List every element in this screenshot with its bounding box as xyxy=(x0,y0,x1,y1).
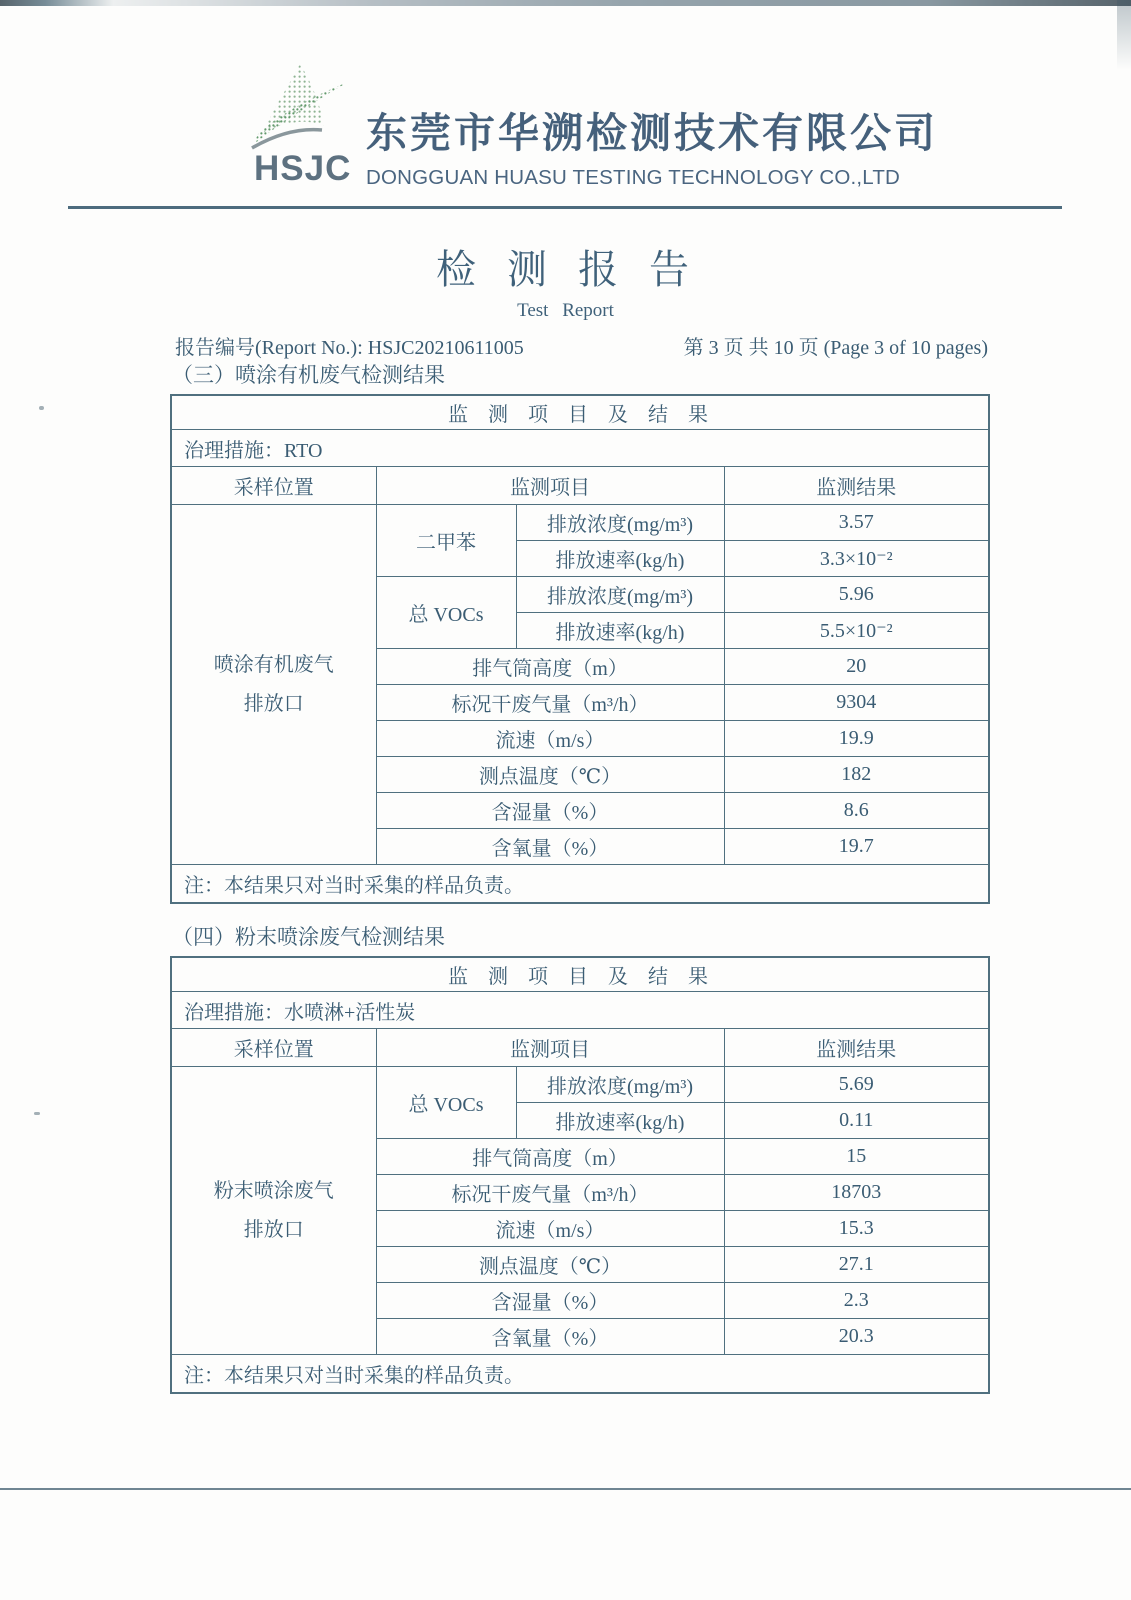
param-value: 3.57 xyxy=(724,505,989,541)
param-name: 含氧量（%） xyxy=(376,1319,724,1355)
param-name: 含湿量（%） xyxy=(376,793,724,829)
company-name-en: DONGGUAN HUASU TESTING TECHNOLOGY CO.,LTD xyxy=(366,166,901,189)
param-value: 2.3 xyxy=(724,1283,989,1319)
param-value: 15 xyxy=(724,1139,989,1175)
section-heading: （三）喷涂有机废气检测结果 xyxy=(172,363,445,387)
report-number: 报告编号(Report No.): HSJC20210611005 xyxy=(175,337,524,359)
sampling-position-line2: 排放口 xyxy=(243,1218,304,1241)
page-footer-rule xyxy=(0,1488,1131,1490)
param-name: 排放速率(kg/h) xyxy=(516,541,724,577)
treatment-measure: 治理措施：水喷淋+活性炭 xyxy=(171,992,989,1029)
param-value: 9304 xyxy=(724,685,989,721)
param-name: 测点温度（℃） xyxy=(376,1247,724,1283)
page-number: 第 3 页 共 10 页 (Page 3 of 10 pages) xyxy=(683,337,988,359)
section-powder-coating-waste-gas xyxy=(170,921,988,1394)
param-value: 15.3 xyxy=(724,1211,989,1247)
param-value: 8.6 xyxy=(724,793,989,829)
param-value: 3.3×10⁻² xyxy=(724,541,989,577)
results-table-1 xyxy=(170,394,990,904)
report-title-cn: 检 测 报 告 xyxy=(436,247,695,292)
param-name: 排放速率(kg/h) xyxy=(516,1103,724,1139)
column-header-result: 监测结果 xyxy=(724,467,989,505)
param-name: 流速（m/s） xyxy=(376,721,724,757)
report-title-en: Test Report xyxy=(517,300,614,321)
section-spray-organic-waste-gas xyxy=(170,359,988,904)
table-title: 监 测 项 目 及 结 果 xyxy=(171,395,989,430)
pollutant-name: 总 VOCs xyxy=(376,577,516,649)
table-note: 注：本结果只对当时采集的样品负责。 xyxy=(171,1355,989,1394)
param-value: 5.69 xyxy=(724,1067,989,1103)
scan-edge-artifact xyxy=(0,0,1131,6)
param-value: 27.1 xyxy=(724,1247,989,1283)
logo-text: HSJC xyxy=(254,149,352,188)
scan-speck xyxy=(34,1112,40,1115)
param-value: 19.9 xyxy=(724,721,989,757)
table-title: 监 测 项 目 及 结 果 xyxy=(171,957,989,992)
table-note: 注：本结果只对当时采集的样品负责。 xyxy=(171,865,989,904)
param-name: 排放浓度(mg/m³) xyxy=(516,577,724,613)
sampling-position-line2: 排放口 xyxy=(243,692,304,715)
param-value: 182 xyxy=(724,757,989,793)
param-name: 含氧量（%） xyxy=(376,829,724,865)
column-header-position: 采样位置 xyxy=(171,467,376,505)
scan-speck xyxy=(39,406,44,410)
sampling-position-cell xyxy=(171,1067,376,1355)
sampling-position-line1: 喷涂有机废气 xyxy=(213,653,334,676)
param-name: 排气筒高度（m） xyxy=(376,649,724,685)
company-name-block xyxy=(366,100,938,190)
column-header-item: 监测项目 xyxy=(376,1029,724,1067)
param-value: 20.3 xyxy=(724,1319,989,1355)
results-table-2 xyxy=(170,956,990,1394)
param-value: 20 xyxy=(724,649,989,685)
param-name: 标况干废气量（m³/h） xyxy=(376,1175,724,1211)
column-header-result: 监测结果 xyxy=(724,1029,989,1067)
column-header-item: 监测项目 xyxy=(376,467,724,505)
section-heading: （四）粉末喷涂废气检测结果 xyxy=(172,925,445,949)
letterhead-divider xyxy=(68,206,1062,209)
param-value: 5.96 xyxy=(724,577,989,613)
param-name: 测点温度（℃） xyxy=(376,757,724,793)
scan-corner-artifact xyxy=(1117,0,1131,70)
param-name: 含湿量（%） xyxy=(376,1283,724,1319)
param-name: 排放浓度(mg/m³) xyxy=(516,505,724,541)
pollutant-name: 总 VOCs xyxy=(376,1067,516,1139)
pollutant-name: 二甲苯 xyxy=(376,505,516,577)
param-name: 排气筒高度（m） xyxy=(376,1139,724,1175)
param-name: 排放速率(kg/h) xyxy=(516,613,724,649)
sampling-position-cell xyxy=(171,505,376,865)
treatment-measure: 治理措施：RTO xyxy=(171,430,989,467)
param-name: 排放浓度(mg/m³) xyxy=(516,1067,724,1103)
param-value: 19.7 xyxy=(724,829,989,865)
company-name-cn: 东莞市华溯检测技术有限公司 xyxy=(366,110,938,156)
param-value: 18703 xyxy=(724,1175,989,1211)
company-logo xyxy=(248,60,368,189)
param-name: 标况干废气量（m³/h） xyxy=(376,685,724,721)
sampling-position-line1: 粉末喷涂废气 xyxy=(213,1179,334,1202)
param-value: 5.5×10⁻² xyxy=(724,613,989,649)
param-name: 流速（m/s） xyxy=(376,1211,724,1247)
param-value: 0.11 xyxy=(724,1103,989,1139)
report-meta-row xyxy=(175,331,988,360)
column-header-position: 采样位置 xyxy=(171,1029,376,1067)
